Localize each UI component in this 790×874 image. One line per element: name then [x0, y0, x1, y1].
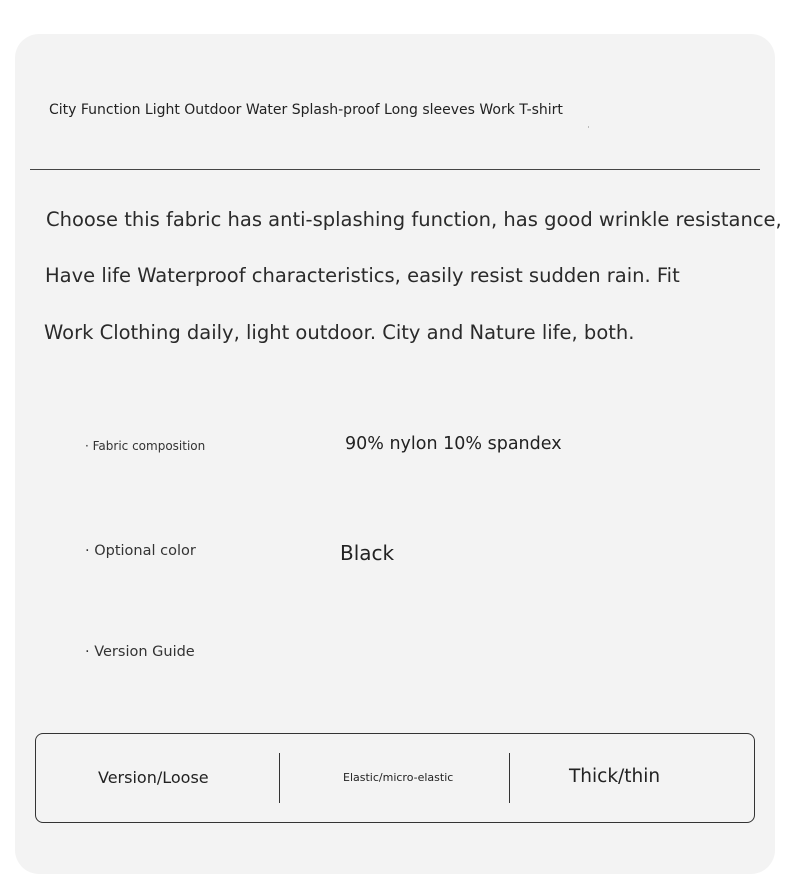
optional-color-label: · Optional color [85, 543, 196, 559]
version-guide-box [35, 733, 755, 823]
guide-item-version: Version/Loose [98, 768, 209, 787]
guide-item-elastic: Elastic/micro-elastic [343, 771, 454, 784]
guide-separator-1 [279, 753, 280, 803]
decorative-dot [588, 126, 589, 128]
title-divider [30, 169, 760, 170]
version-guide-label: · Version Guide [85, 644, 195, 660]
fabric-composition-value: 90% nylon 10% spandex [345, 434, 562, 454]
guide-separator-2 [509, 753, 510, 803]
description-line-3: Work Clothing daily, light outdoor. City and Nature life, both. [44, 321, 635, 344]
product-title: City Function Light Outdoor Water Splash-proof Long sleeves Work T-shirt [49, 102, 563, 118]
fabric-composition-label: · Fabric composition [85, 439, 206, 453]
optional-color-value: Black [340, 541, 395, 565]
description-line-1: Choose this fabric has anti-splashing function, has good wrinkle resistance, [46, 208, 782, 231]
description-line-2: Have life Waterproof characteristics, easily resist sudden rain. Fit [45, 264, 680, 287]
guide-item-thickness: Thick/thin [569, 766, 661, 787]
